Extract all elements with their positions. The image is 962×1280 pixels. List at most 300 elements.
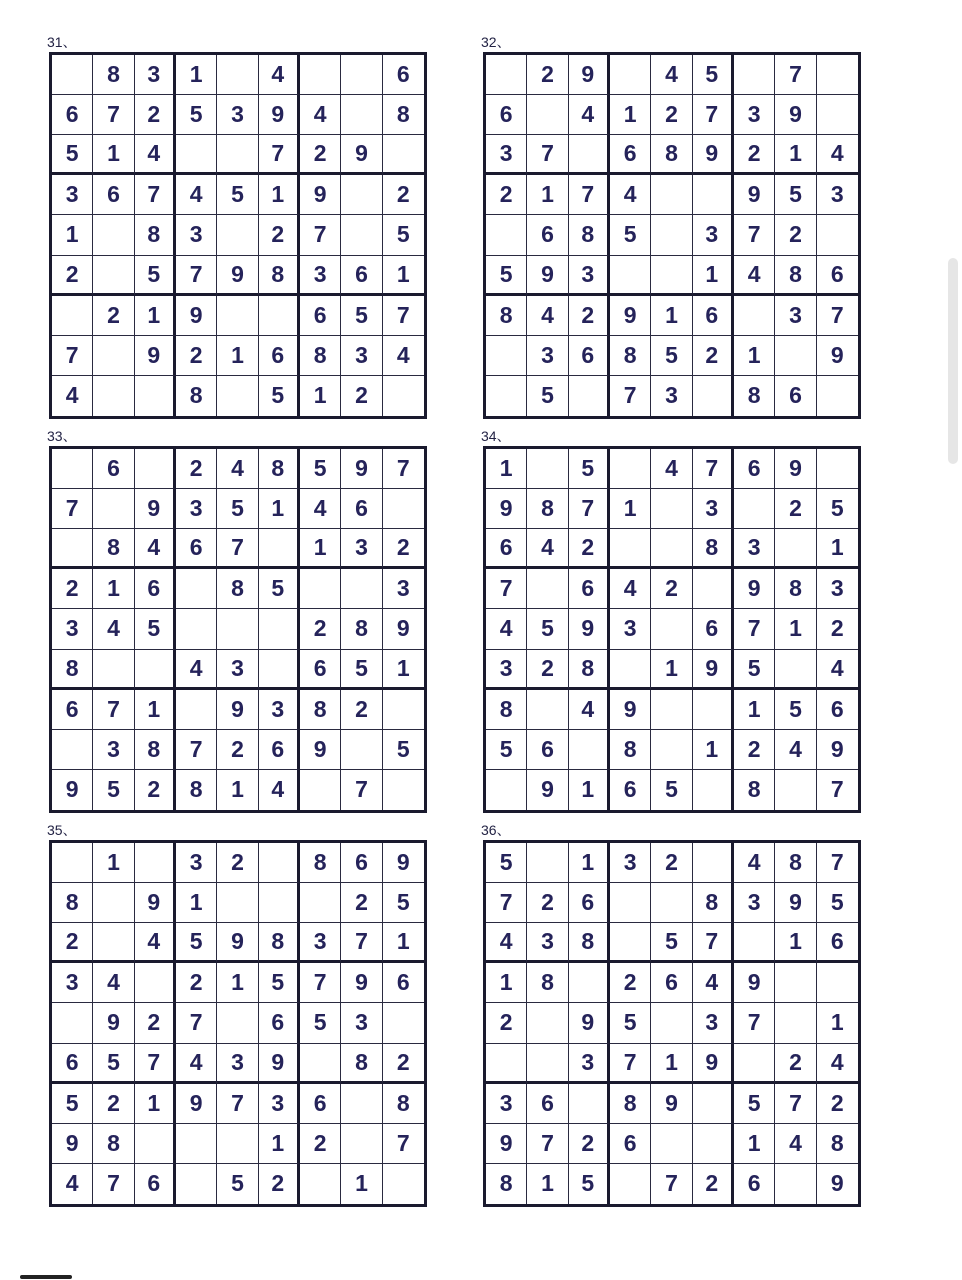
sudoku-cell: 7 [610,1044,651,1084]
sudoku-cell [341,215,382,255]
sudoku-cell: 2 [569,296,610,336]
sudoku-cell: 2 [176,449,217,489]
sudoku-cell [52,1003,93,1043]
sudoku-cell [217,376,258,416]
sudoku-cell: 7 [93,95,134,135]
sudoku-cell: 1 [135,690,176,730]
sudoku-cell: 8 [734,770,775,810]
sudoku-cell: 1 [734,690,775,730]
sudoku-cell [693,1084,734,1124]
sudoku-cell [217,1003,258,1043]
sudoku-cell: 2 [775,1044,816,1084]
puzzle-number-label: 33、 [47,428,77,444]
sudoku-cell: 5 [217,1164,258,1204]
sudoku-cell: 8 [259,256,300,296]
sudoku-cell: 5 [93,1044,134,1084]
sudoku-cell: 7 [775,1084,816,1124]
sudoku-cell: 7 [217,1084,258,1124]
sudoku-cell [52,449,93,489]
sudoku-cell: 2 [93,1084,134,1124]
sudoku-cell: 5 [486,256,527,296]
sudoku-cell [383,1003,424,1043]
sudoku-cell [569,963,610,1003]
sudoku-cell: 6 [734,1164,775,1204]
sudoku-cell: 4 [817,1044,858,1084]
sudoku-cell [569,135,610,175]
sudoku-cell: 4 [135,529,176,569]
sudoku-cell [775,336,816,376]
sudoku-cell: 4 [486,923,527,963]
sudoku-cell: 6 [651,963,692,1003]
sudoku-cell: 8 [52,883,93,923]
sudoku-cell [93,650,134,690]
sudoku-cell [775,650,816,690]
sudoku-cell [775,529,816,569]
sudoku-cell: 1 [651,296,692,336]
sudoku-cell: 3 [610,609,651,649]
sudoku-cell: 8 [569,650,610,690]
sudoku-cell [52,55,93,95]
sudoku-cell: 1 [527,1164,568,1204]
sudoku-cell: 6 [383,55,424,95]
sudoku-cell [176,135,217,175]
sudoku-cell: 7 [693,923,734,963]
sudoku-cell: 8 [217,569,258,609]
sudoku-cell [217,609,258,649]
sudoku-cell: 5 [527,609,568,649]
sudoku-cell: 2 [817,609,858,649]
sudoku-cell: 6 [527,215,568,255]
sudoku-cell: 5 [341,296,382,336]
sudoku-cell: 8 [93,529,134,569]
sudoku-cell: 2 [341,376,382,416]
sudoku-cell: 9 [734,175,775,215]
sudoku-cell [651,1003,692,1043]
sudoku-cell [486,215,527,255]
sudoku-cell: 5 [135,609,176,649]
puzzle-number-label: 34、 [481,428,511,444]
sudoku-cell [176,569,217,609]
sudoku-cell: 5 [383,730,424,770]
sudoku-cell: 2 [693,1164,734,1204]
sudoku-cell: 9 [830,1170,844,1197]
sudoku-cell [135,650,176,690]
sudoku-cell: 4 [176,650,217,690]
sudoku-cell: 2 [775,215,816,255]
sudoku-cell: 9 [176,1084,217,1124]
sudoku-cell [300,569,341,609]
sudoku-cell [341,1124,382,1164]
sudoku-cell: 1 [93,135,134,175]
sudoku-cell: 1 [734,1124,775,1164]
sudoku-cell [259,650,300,690]
sudoku-cell: 2 [341,883,382,923]
sudoku-cell: 5 [259,376,300,416]
sudoku-cell: 5 [176,923,217,963]
sudoku-cell: 8 [775,256,816,296]
sudoku-cell [135,1124,176,1164]
sudoku-cell [52,529,93,569]
sudoku-cell [651,215,692,255]
sudoku-grid [49,52,427,419]
sudoku-cell: 6 [486,529,527,569]
sudoku-cell: 5 [775,690,816,730]
sudoku-cell: 4 [651,55,692,95]
sudoku-cell: 8 [259,449,300,489]
sudoku-cell: 3 [217,95,258,135]
sudoku-cell: 7 [176,730,217,770]
sudoku-cell [651,690,692,730]
sudoku-cell: 9 [52,770,93,810]
sudoku-cell: 7 [93,690,134,730]
sudoku-cell: 7 [341,923,382,963]
sudoku-cell: 7 [259,135,300,175]
sudoku-cell: 3 [734,95,775,135]
sudoku-cell: 5 [383,883,424,923]
sudoku-cell [135,376,176,416]
sudoku-cell: 5 [217,489,258,529]
sudoku-cell: 6 [569,569,610,609]
sudoku-cell: 6 [734,449,775,489]
sudoku-cell: 2 [734,730,775,770]
sudoku-cell: 6 [52,95,93,135]
sudoku-cell [775,1164,816,1204]
sudoku-cell: 6 [341,843,382,883]
sudoku-cell [775,770,816,810]
sudoku-cell [93,489,134,529]
sudoku-cell: 5 [383,215,424,255]
sudoku-cell: 4 [135,135,176,175]
sudoku-cell: 1 [300,376,341,416]
sudoku-cell [610,883,651,923]
sudoku-cell: 1 [693,256,734,296]
sudoku-cell [176,1164,217,1204]
sudoku-cell: 9 [817,336,858,376]
sudoku-cell: 6 [486,95,527,135]
sudoku-cell [383,376,424,416]
sudoku-cell: 3 [569,1044,610,1084]
sudoku-cell [775,963,816,1003]
sudoku-cell: 3 [569,256,610,296]
sudoku-cell [817,963,858,1003]
sudoku-cell: 8 [569,215,610,255]
vertical-scrollbar[interactable] [948,258,958,464]
sudoku-cell [651,1124,692,1164]
sudoku-cell: 7 [817,296,858,336]
sudoku-cell: 9 [734,963,775,1003]
sudoku-cell: 5 [610,1003,651,1043]
sudoku-cell: 5 [341,650,382,690]
sudoku-cell: 6 [775,376,816,416]
sudoku-cell: 9 [775,883,816,923]
sudoku-grid [49,446,427,813]
sudoku-cell: 9 [259,95,300,135]
sudoku-cell: 8 [259,923,300,963]
sudoku-cell: 3 [383,569,424,609]
sudoku-cell [610,55,651,95]
sudoku-cell: 8 [775,843,816,883]
puzzle-number-label: 31、 [47,34,77,50]
sudoku-cell: 9 [300,175,341,215]
sudoku-cell: 1 [569,843,610,883]
sudoku-cell: 6 [300,650,341,690]
sudoku-cell: 6 [383,963,424,1003]
sudoku-cell [734,55,775,95]
sudoku-cell: 8 [93,55,134,95]
sudoku-cell: 5 [734,1084,775,1124]
sudoku-cell: 7 [383,296,424,336]
sudoku-cell: 9 [52,1124,93,1164]
sudoku-cell: 8 [486,1164,527,1204]
sudoku-cell: 4 [775,1124,816,1164]
sudoku-cell: 3 [693,215,734,255]
sudoku-cell: 3 [817,569,858,609]
sudoku-cell: 3 [486,1084,527,1124]
sudoku-cell: 9 [135,336,176,376]
sudoku-cell: 8 [775,569,816,609]
sudoku-cell: 8 [93,1124,134,1164]
sudoku-cell [93,376,134,416]
sudoku-cell: 9 [651,1084,692,1124]
sudoku-cell: 7 [135,1044,176,1084]
sudoku-cell: 1 [693,730,734,770]
sudoku-cell: 4 [383,336,424,376]
sudoku-cell: 3 [300,923,341,963]
sudoku-cell [693,690,734,730]
sudoku-cell: 2 [486,175,527,215]
sudoku-cell [300,883,341,923]
sudoku-cell: 9 [693,650,734,690]
sudoku-cell: 3 [486,650,527,690]
sudoku-cell: 1 [300,529,341,569]
sudoku-cell [93,923,134,963]
sudoku-cell: 2 [176,963,217,1003]
sudoku-cell: 6 [52,1044,93,1084]
sudoku-cell: 1 [52,215,93,255]
sudoku-cell: 5 [300,449,341,489]
sudoku-cell: 7 [93,1164,134,1204]
sudoku-cell [341,175,382,215]
sudoku-cell: 2 [383,529,424,569]
sudoku-cell: 2 [486,1003,527,1043]
sudoku-cell: 7 [383,449,424,489]
sudoku-cell: 1 [817,1003,858,1043]
sudoku-cell: 2 [259,215,300,255]
sudoku-cell: 5 [486,730,527,770]
sudoku-cell: 6 [817,923,858,963]
sudoku-cell: 9 [217,923,258,963]
sudoku-cell: 5 [176,95,217,135]
sudoku-cell [341,730,382,770]
sudoku-cell: 8 [610,730,651,770]
sudoku-cell: 4 [734,843,775,883]
sudoku-cell [383,135,424,175]
sudoku-cell: 1 [610,489,651,529]
sudoku-cell: 9 [527,256,568,296]
sudoku-cell: 9 [486,489,527,529]
sudoku-cell: 8 [300,336,341,376]
sudoku-cell [383,690,424,730]
sudoku-cell: 4 [651,449,692,489]
sudoku-cell [341,569,382,609]
sudoku-cell: 5 [651,336,692,376]
sudoku-cell: 1 [775,135,816,175]
sudoku-cell: 2 [383,1044,424,1084]
sudoku-cell: 1 [93,843,134,883]
sudoku-cell: 7 [734,609,775,649]
sudoku-cell: 2 [527,883,568,923]
sudoku-cell: 9 [734,569,775,609]
sudoku-cell [176,690,217,730]
sudoku-cell [300,770,341,810]
sudoku-cell: 1 [383,923,424,963]
sudoku-cell: 3 [93,730,134,770]
sudoku-cell [52,296,93,336]
sudoku-cell [734,1044,775,1084]
sudoku-cell: 4 [527,296,568,336]
sudoku-cell [693,770,734,810]
sudoku-cell [651,489,692,529]
sudoku-cell: 1 [651,1044,692,1084]
sudoku-cell: 7 [341,770,382,810]
sudoku-cell: 7 [52,489,93,529]
sudoku-cell: 6 [176,529,217,569]
sudoku-cell [569,1084,610,1124]
sudoku-cell: 4 [610,175,651,215]
sudoku-cell [610,650,651,690]
sudoku-cell: 6 [341,256,382,296]
sudoku-cell: 6 [817,690,858,730]
sudoku-cell: 7 [775,55,816,95]
sudoku-cell [486,1044,527,1084]
sudoku-cell: 7 [486,883,527,923]
sudoku-cell: 7 [176,1003,217,1043]
sudoku-cell [693,175,734,215]
sudoku-cell [693,843,734,883]
sudoku-cell: 9 [383,843,424,883]
sudoku-cell [569,376,610,416]
sudoku-cell: 8 [135,215,176,255]
sudoku-cell: 8 [52,650,93,690]
sudoku-cell: 5 [259,569,300,609]
sudoku-cell: 5 [259,963,300,1003]
sudoku-cell [486,376,527,416]
sudoku-cell [486,55,527,95]
sudoku-cell: 3 [259,1084,300,1124]
sudoku-cell: 4 [93,963,134,1003]
sudoku-cell: 4 [93,609,134,649]
sudoku-cell: 1 [217,770,258,810]
sudoku-cell [341,95,382,135]
sudoku-cell: 4 [693,963,734,1003]
sudoku-cell: 9 [486,1124,527,1164]
sudoku-cell: 8 [486,296,527,336]
sudoku-cell: 2 [651,95,692,135]
sudoku-cell: 8 [693,883,734,923]
sudoku-cell: 1 [651,650,692,690]
sudoku-cell: 1 [734,336,775,376]
sudoku-cell [610,256,651,296]
sudoku-cell: 1 [259,489,300,529]
sudoku-cell [651,529,692,569]
sudoku-cell: 6 [569,883,610,923]
sudoku-cell: 3 [176,489,217,529]
sudoku-cell [610,923,651,963]
sudoku-cell: 8 [569,923,610,963]
sudoku-cell: 3 [651,376,692,416]
puzzle-number-label: 36、 [481,822,511,838]
sudoku-cell [734,923,775,963]
sudoku-cell: 7 [610,376,651,416]
sudoku-cell [651,730,692,770]
sudoku-cell: 9 [527,770,568,810]
sudoku-cell: 7 [830,776,844,803]
sudoku-cell: 4 [176,1044,217,1084]
sudoku-cell: 6 [135,1164,176,1204]
sudoku-cell [259,609,300,649]
sudoku-cell: 6 [693,609,734,649]
home-indicator-bar [20,1275,72,1279]
sudoku-cell [383,1164,424,1204]
sudoku-cell: 6 [259,336,300,376]
sudoku-cell [817,215,858,255]
sudoku-cell [527,843,568,883]
sudoku-cell: 9 [610,296,651,336]
sudoku-grid [483,446,861,813]
sudoku-cell: 9 [135,489,176,529]
sudoku-cell [775,1003,816,1043]
sudoku-cell [527,569,568,609]
sudoku-cell [300,55,341,95]
sudoku-cell: 5 [775,175,816,215]
sudoku-cell [383,770,424,810]
sudoku-cell: 7 [383,1124,424,1164]
sudoku-cell: 7 [52,336,93,376]
sudoku-cell [527,449,568,489]
sudoku-cell: 7 [693,95,734,135]
sudoku-grid [483,840,861,1207]
sudoku-cell: 2 [651,569,692,609]
sudoku-cell: 3 [52,175,93,215]
sudoku-cell: 2 [527,650,568,690]
sudoku-cell [693,1124,734,1164]
sudoku-cell: 2 [52,256,93,296]
sudoku-cell: 3 [52,963,93,1003]
sudoku-cell: 4 [817,650,858,690]
sudoku-cell: 5 [52,135,93,175]
sudoku-cell: 9 [217,256,258,296]
sudoku-cell: 9 [135,883,176,923]
sudoku-cell: 5 [52,1084,93,1124]
sudoku-cell: 4 [52,1164,93,1204]
sudoku-cell: 2 [569,529,610,569]
sudoku-cell: 9 [341,963,382,1003]
sudoku-cell: 1 [486,449,527,489]
sudoku-cell: 4 [486,609,527,649]
sudoku-cell [93,256,134,296]
sudoku-cell: 8 [176,770,217,810]
sudoku-cell: 2 [383,175,424,215]
sudoku-cell: 2 [52,569,93,609]
sudoku-cell: 9 [693,135,734,175]
sudoku-cell: 8 [383,1084,424,1124]
sudoku-cell [217,296,258,336]
sudoku-cell: 6 [527,1084,568,1124]
sudoku-cell [217,215,258,255]
sudoku-cell: 2 [341,690,382,730]
sudoku-cell: 9 [176,296,217,336]
sudoku-cell: 8 [527,489,568,529]
